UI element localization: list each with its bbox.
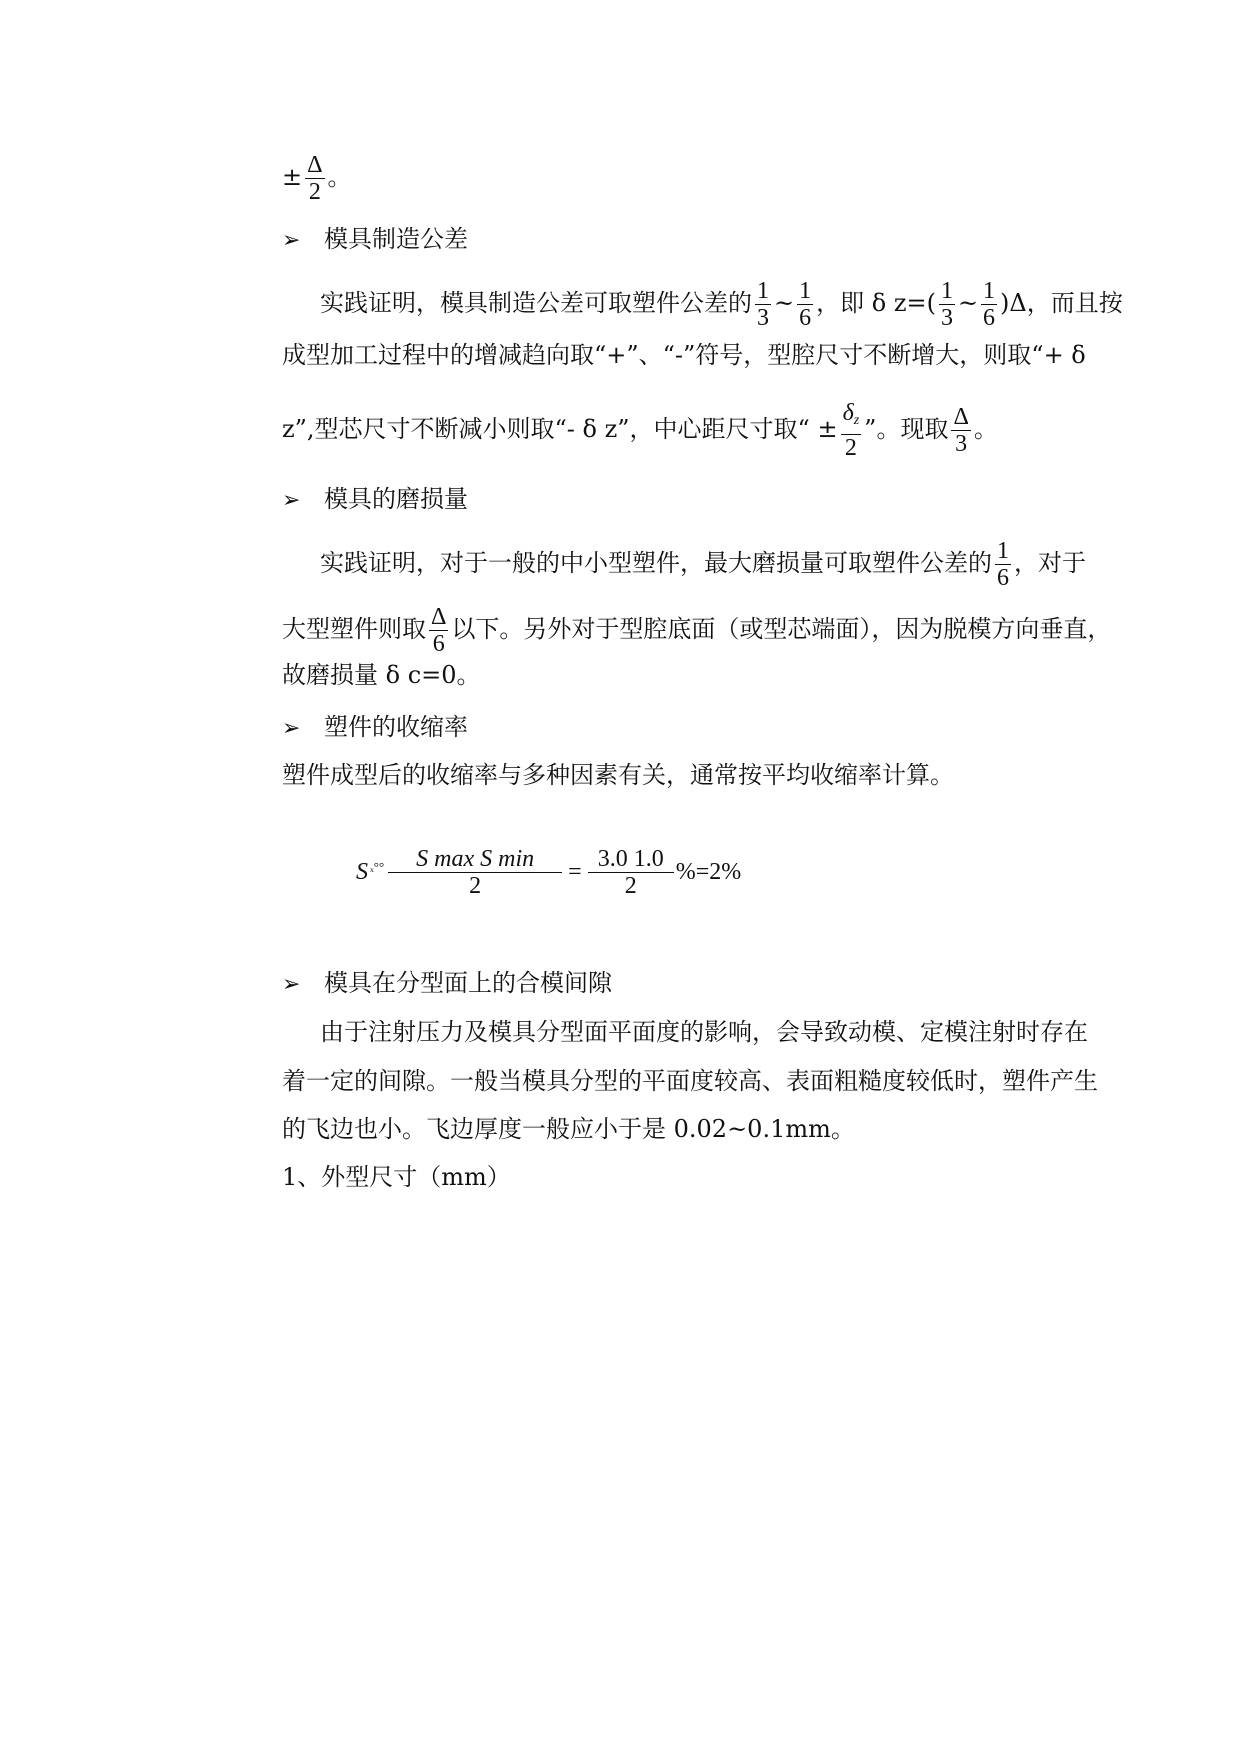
bullet-icon: ➢ [282,972,301,997]
paragraph-line: 的飞边也小。飞边厚度一般应小于是 0.02~0.1mm。 [282,1115,855,1143]
fraction-delta-over-2: $\frac{\Delta}{2}$ [307,152,323,205]
paragraph-line: 着一定的间隙。一般当模具分型的平面度较高、表面粗糙度较低时，塑件产生 [282,1067,1098,1095]
paragraph-line: 成型加工过程中的增减趋向取“+”、“-”符号，型腔尺寸不断增大，则取“+ δ [282,341,1086,369]
paragraph-line: 实践证明，对于一般的中小型塑件，最大磨损量可取塑件公差的 $\frac{1}{6}$ ，对于 [320,538,1086,591]
paragraph-line: 大型塑件则取 $\frac{\Delta}{6}$ 以下。另外对于型腔底面（或型芯端面），因为脱模方向垂直， [282,604,1112,657]
plus-minus-sign: ± [282,163,303,191]
paragraph-line: 塑件成型后的收缩率与多种因素有关，通常按平均收缩率计算。 [282,761,954,789]
paragraph-line: 1、外型尺寸（mm） [282,1163,511,1191]
section-heading-tolerance: 模具制造公差 [324,225,468,253]
line-top: ± $\frac{\Delta}{2}$ 。 [282,152,352,205]
bullet-icon: ➢ [282,716,301,741]
paragraph-line: 由于注射压力及模具分型面平面度的影响，会导致动模、定模注射时存在 [320,1018,1088,1046]
bullet-icon: ➢ [282,488,301,513]
shrinkage-formula: S ₓ°° $\frac{\text{S max S min}}{2}$ = $\frac{3.0 1.0}{2}$ %=2% [356,846,742,899]
paragraph-line: 实践证明，模具制造公差可取塑件公差的 $\frac{1}{3}$ ~ $\frac{1}{6}$ ，即 δ z=( $\frac{1}{3}$ ~ $\frac{1}{6}$ )Δ，而且按 [320,278,1123,331]
bullet-icon: ➢ [282,228,301,253]
section-heading-shrinkage: 塑件的收缩率 [324,713,468,741]
section-heading-parting-gap: 模具在分型面上的合模间隙 [324,969,612,997]
paragraph-line: z”,型芯尺寸不断减小则取“- δ z”，中心距尺寸取“ ± $\frac{\delta_z}{2}$ ”。现取 $\frac{\Delta}{3}$ 。 [282,400,998,461]
section-heading-wear: 模具的磨损量 [324,485,468,513]
paragraph-line: 故磨损量 δ c=0。 [282,661,481,689]
